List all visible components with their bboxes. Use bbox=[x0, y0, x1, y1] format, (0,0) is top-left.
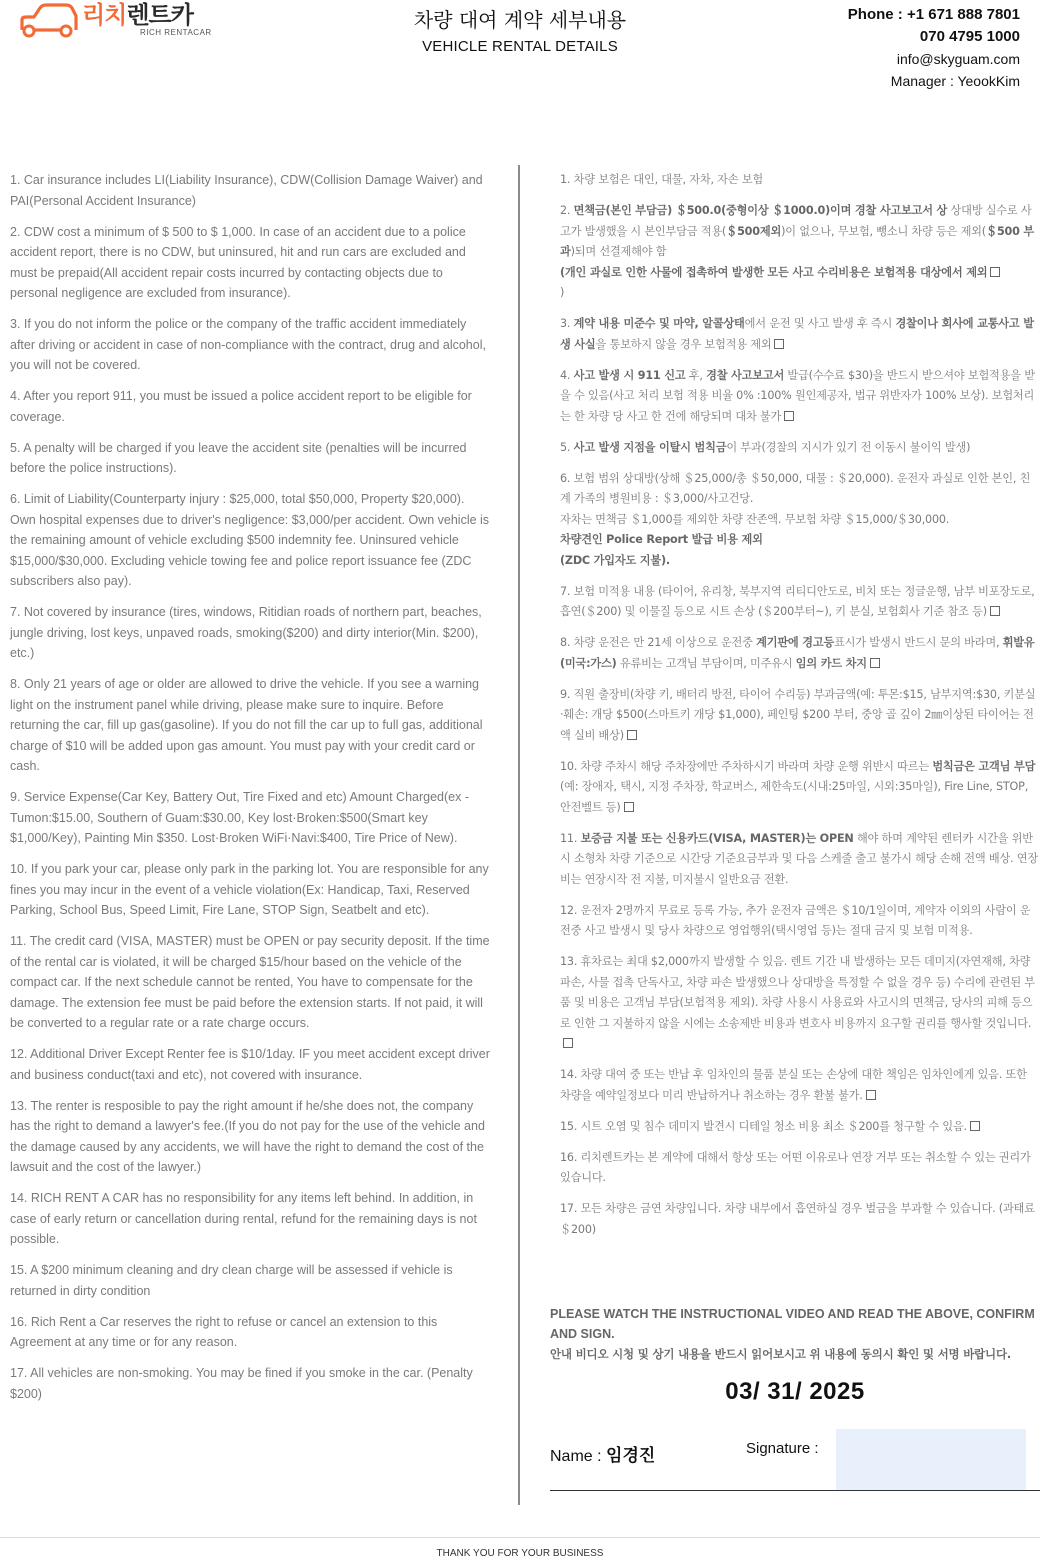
manager-name: Manager : YeookKim bbox=[890, 73, 1020, 89]
notice-english: PLEASE WATCH THE INSTRUCTIONAL VIDEO AND READ THE ABOVE, CONFIRM AND SIGN. bbox=[550, 1307, 1035, 1341]
term-en-10: 10. If you park your car, please only park in the parking lot. You are responsible for any fines you may incur in the event of a vehicle violation(Ex: Handicap, Taxi, Reserved Parking, School Bus, Speed Limit, Fire Lane, STOP Sign, Seatbelt and etc). bbox=[10, 862, 489, 917]
term-ko-9: 9. 직원 출장비(차량 키, 배터리 방전, 타이어 수리등) 부과금액(예: 투몬:$15, 남부지역:$30, 키분실·훼손: 개당 $500(스마트키 개당 $1,000), 페인팅 $200 부터, 중앙 골 깊이 2㎜이상된 타이어는 전액 실비 배상) bbox=[560, 687, 1036, 742]
term-ko-8: 8. 차량 운전은 만 21세 이상으로 운전중 계기판에 경고등표시가 발생시 반드시 문의 바라며, 휘발유(미국:가스) 유류비는 고객님 부담이며, 미주유시 임의 카드 차지 bbox=[560, 636, 1035, 670]
term-en-6: 6. Limit of Liability(Counterparty injury : $25,000, total $50,000, Property $20,000). Own hospital expenses due to driver's negligence: $3,000/per accident. Own vehicle is the remaining amount of vehicle excluding $500 indemnity fee. Uninsured vehicle $15,000/$30,000. Excluding vehicle towing fee and police report issuance fee (ZDC subscribers also pay). bbox=[10, 492, 490, 588]
term-en-16: 16. Rich Rent a Car reserves the right to refuse or cancel an extension to this Agreement at any time or for any reason. bbox=[10, 1314, 438, 1349]
term-en-8: 8. Only 21 years of age or older are allowed to drive the vehicle. If you see a warning light on the instrument panel while driving, please make sure to inquire. Before returning the car, fill up gas(gasoline). If you do not fill the car up to full gas, additional charge of $10 will be added upon gas amount. You must pay with your credit card or cash. bbox=[10, 677, 483, 773]
term-ko-2: 2. 면책금(본인 부담금) ＄500.0(중형이상 ＄1000.0)이며 경찰 사고보고서 상 상대방 실수로 사고가 발생했을 시 본인부담금 적용(＄500제외)이 없으나, 무보험, 뺑소니 차량 등은 제외(＄500 부과)되며 선결제해야 함 (개인 과실로 인한 사물에 접촉하여 발생한 모든 사고 수리비용은 보험적용 대상에서 제외 ) bbox=[560, 204, 1035, 299]
signature-underline bbox=[550, 1490, 1040, 1491]
term-en-12: 12. Additional Driver Except Renter fee is $10/1day. IF you meet accident except driver and business conduct(taxi and etc), not covered with insurance. bbox=[10, 1047, 490, 1082]
renter-name-field bbox=[550, 1441, 655, 1466]
page-title-english: VEHICLE RENTAL DETAILS bbox=[422, 38, 618, 55]
term-en-11: 11. The credit card (VISA, MASTER) must be OPEN or pay security deposit. If the time of the rental car is violated, it will be charged $15/hour based on the vehicle of the compact car. If the next schedule cannot be rented, You have to compensate for the damage. The extension fee must be paid before the extension starts. If not paid, it will be converted to a regular rate or a rate charge occurs. bbox=[10, 934, 490, 1030]
contract-date: 03/ 31/ 2025 bbox=[725, 1378, 865, 1405]
term-en-1: 1. Car insurance includes LI(Liability Insurance), CDW(Collision Damage Waiver) and PAI(Personal Accident Insurance) bbox=[10, 173, 483, 208]
phone-number: Phone : +1 671 888 7801 bbox=[847, 6, 1020, 23]
term-ko-10: 10. 차량 주차시 해당 주차장에만 주차하시기 바라며 차량 운행 위반시 따르는 범칙금은 고객님 부담 (예: 장애자, 택시, 지정 주차장, 학교버스, 제한속도(시내:25마일, 시외:35마일), Fire Line, STOP, 안전벨트 등) bbox=[560, 759, 1036, 814]
term-en-7: 7. Not covered by insurance (tires, windows, Ritidian roads of northern part, beaches, jungle driving, lost keys, unpaved roads, smoking($200) and dirty interior(Min. $200), etc.) bbox=[10, 605, 482, 660]
header bbox=[0, 0, 1040, 110]
term-en-2: 2. CDW cost a minimum of $ 500 to $ 1,000. In case of an accident due to a police accident report, there is no CDW, but uninsured, hit and run cars are excluded and must be prepaid(All accident repair costs incurred by contacting objects due to personal negligence are excluded from insurance). bbox=[10, 224, 466, 300]
term-ko-11: 11. 보증금 지불 또는 신용카드(VISA, MASTER)는 OPEN 해야 하며 계약된 렌터카 시간을 위반시 소형차 차량 기준으로 시간당 기준요금부과 및 다음 스케줄 출고 불가시 해당 손해 전액 배상. 연장비는 연장시작 전 지불, 미지불시 일반요금 전환. bbox=[560, 831, 1038, 886]
term-en-3: 3. If you do not inform the police or the company of the traffic accident immediately after driving or accident in case of non-compliance with the contract, drug and alcohol, you will not be covered. bbox=[10, 317, 486, 372]
contact-info bbox=[848, 4, 1020, 92]
confirmation-notice bbox=[550, 1304, 1038, 1364]
term-en-13: 13. The renter is resposible to pay the right amount if he/she does not, the company has the right to demand a lawyer's fee.(If you do not pay for the use of the vehicle and the damage caused by any accidents, we will have the right to demand the cost of the lawsuit and the cost of the lawyer.) bbox=[10, 1098, 485, 1174]
term-ko-3: 3. 계약 내용 미준수 및 마약, 알콜상태에서 운전 및 사고 발생 후 즉시 경찰이나 회사에 교통사고 발생 사실을 통보하지 않을 경우 보험적용 제외 bbox=[560, 317, 1034, 351]
term-ko-1: 1. 차량 보험은 대인, 대물, 자차, 자손 보험 bbox=[560, 173, 763, 186]
term-ko-12: 12. 운전자 2명까지 무료로 등록 가능, 추가 운전자 금액은 ＄10/1일이며, 계약자 이외의 사람이 운전중 사고 발생시 및 당사 차량으로 영업행위(택시영업 등)는 절대 금지 및 보험 미적용. bbox=[560, 903, 1031, 937]
term-en-17: 17. All vehicles are non-smoking. You may be fined if you smoke in the car. (Penalty $200) bbox=[10, 1366, 473, 1401]
korean-terms-column bbox=[560, 170, 1038, 1251]
term-ko-14: 14. 차량 대여 중 또는 반납 후 임차인의 물품 분실 또는 손상에 대한 책임은 임차인에게 있음. 또한 차량을 예약일정보다 미리 반납하거나 취소하는 경우 환불 불가. bbox=[560, 1068, 1027, 1102]
page-title-korean: 차량 대여 계약 세부내용 bbox=[413, 8, 627, 32]
name-label: Name : bbox=[550, 1448, 607, 1465]
term-ko-16: 16. 리치렌트카는 본 계약에 대해서 항상 또는 어떤 이유로나 연장 거부 또는 취소할 수 있는 권리가 있습니다. bbox=[560, 1150, 1031, 1184]
term-en-4: 4. After you report 911, you must be issued a police accident report to be eligible for coverage. bbox=[10, 389, 472, 424]
term-ko-15: 15. 시트 오염 및 침수 데미지 발견시 디테일 청소 비용 최소 ＄200를 청구할 수 있음. bbox=[560, 1117, 1038, 1138]
signature-label: Signature : bbox=[746, 1440, 819, 1457]
english-terms-column bbox=[10, 170, 490, 1415]
notice-korean: 안내 비디오 시청 및 상기 내용을 반드시 읽어보시고 위 내용에 동의시 확인 및 서명 바랍니다. bbox=[550, 1347, 1012, 1361]
acknowledge-checkbox-8[interactable] bbox=[870, 658, 880, 668]
acknowledge-checkbox-13[interactable] bbox=[563, 1038, 573, 1048]
term-en-15: 15. A $200 minimum cleaning and dry clean charge will be assessed if vehicle is returned in dirty condition bbox=[10, 1263, 453, 1298]
acknowledge-checkbox-9[interactable] bbox=[627, 730, 637, 740]
term-ko-5: 5. 사고 발생 지점을 이탈시 범칙금이 부과(경찰의 지시가 있기 전 이동시 불이익 발생) bbox=[560, 440, 971, 454]
footer-divider bbox=[0, 1537, 1040, 1538]
column-divider bbox=[518, 165, 520, 1505]
email-address: info@skyguam.com bbox=[896, 51, 1020, 67]
acknowledge-checkbox-15[interactable] bbox=[970, 1121, 980, 1131]
acknowledge-checkbox-4[interactable] bbox=[784, 411, 794, 421]
logo-subtitle: RICH RENTACAR bbox=[140, 28, 212, 37]
term-ko-7: 7. 보험 미적용 내용 (타이어, 유리창, 북부지역 리티디안도로, 비치 또는 정글운행, 남부 비포장도로, 흡연(＄200) 및 이물질 등으로 시트 손상 (＄200부터~), 키 분실, 보험회사 기준 참조 등) bbox=[560, 584, 1035, 618]
logo-text: 리치렌트카 bbox=[82, 1, 193, 29]
term-ko-6: 6. 보험 범위 상대방(상해 ＄25,000/총 ＄50,000, 대물 : ＄20,000). 운전자 과실로 인한 본인, 친계 가족의 병원비용 : ＄3,000/사고건당. 자차는 면책금 ＄1,000를 제외한 차량 잔존액. 무보험 차량 ＄15,000/＄30,000. 차량견인 Police Report 발급 비용 제외 (ZDC 가입자도 지불). bbox=[560, 471, 1031, 567]
renter-name-value: 임경진 bbox=[606, 1446, 656, 1466]
term-en-5: 5. A penalty will be charged if you leave the accident site (penalties will be incurred before the police instructions). bbox=[10, 440, 467, 475]
acknowledge-checkbox-2[interactable] bbox=[990, 267, 1000, 277]
term-ko-4: 4. 사고 발생 시 911 신고 후, 경찰 사고보고서 발급(수수료 $30)을 반드시 받으셔야 보험적용을 받을 수 있음(사고 처리 보험 적용 비율 0% :100% 원인제공자, 법규 위반자가 100% 보상). 보험처리는 한 차량 당 사고 한 건에 해당되며 대차 불가 bbox=[560, 368, 1035, 423]
acknowledge-checkbox-3[interactable] bbox=[774, 339, 784, 349]
footer-text: THANK YOU FOR YOUR BUSINESS bbox=[436, 1548, 604, 1559]
term-ko-17: 17. 모든 차량은 금연 차량입니다. 차량 내부에서 흡연하실 경우 벌금을 부과할 수 있습니다. (과태료 ＄200) bbox=[560, 1202, 1035, 1236]
acknowledge-checkbox-7[interactable] bbox=[990, 606, 1000, 616]
term-en-9: 9. Service Expense(Car Key, Battery Out, Tire Fixed and etc) Amount Charged(ex - Tumon:$15.00, Southern of Guam:$30.00, Key lost·Broken:$500(Smart key $1,000/Key), Painting Min $350. Lost·Broken WiFi·Navi:$400, Tire Price of New). bbox=[10, 790, 469, 845]
acknowledge-checkbox-10[interactable] bbox=[624, 802, 634, 812]
term-en-14: 14. RICH RENT A CAR has no responsibility for any items left behind. In addition, in case of early return or cancellation during rental, refund for the remaining days is not possible. bbox=[10, 1191, 477, 1246]
acknowledge-checkbox-14[interactable] bbox=[866, 1090, 876, 1100]
phone-number-2: 070 4795 1000 bbox=[919, 28, 1020, 45]
signature-pad[interactable] bbox=[836, 1429, 1026, 1491]
term-ko-13: 13. 휴차료는 최대 $2,000까지 발생할 수 있음. 렌트 기간 내 발생하는 모든 데미지(자연재해, 차량 파손, 사물 접촉 단독사고, 차량 파손 발생했으나 상대방을 특정할 수 없을 경우 등) 수리에 관련된 부품 및 비용은 고객님 부담(보험적용 제외). 차량 사용시 사용료와 사고시의 면책금, 당사의 피해 등으로 인한 그 지불하지 않을 시에는 소송제반 비용과 변호사 비용까지 요구할 권리를 행사할 것입니다. bbox=[560, 952, 1038, 1055]
